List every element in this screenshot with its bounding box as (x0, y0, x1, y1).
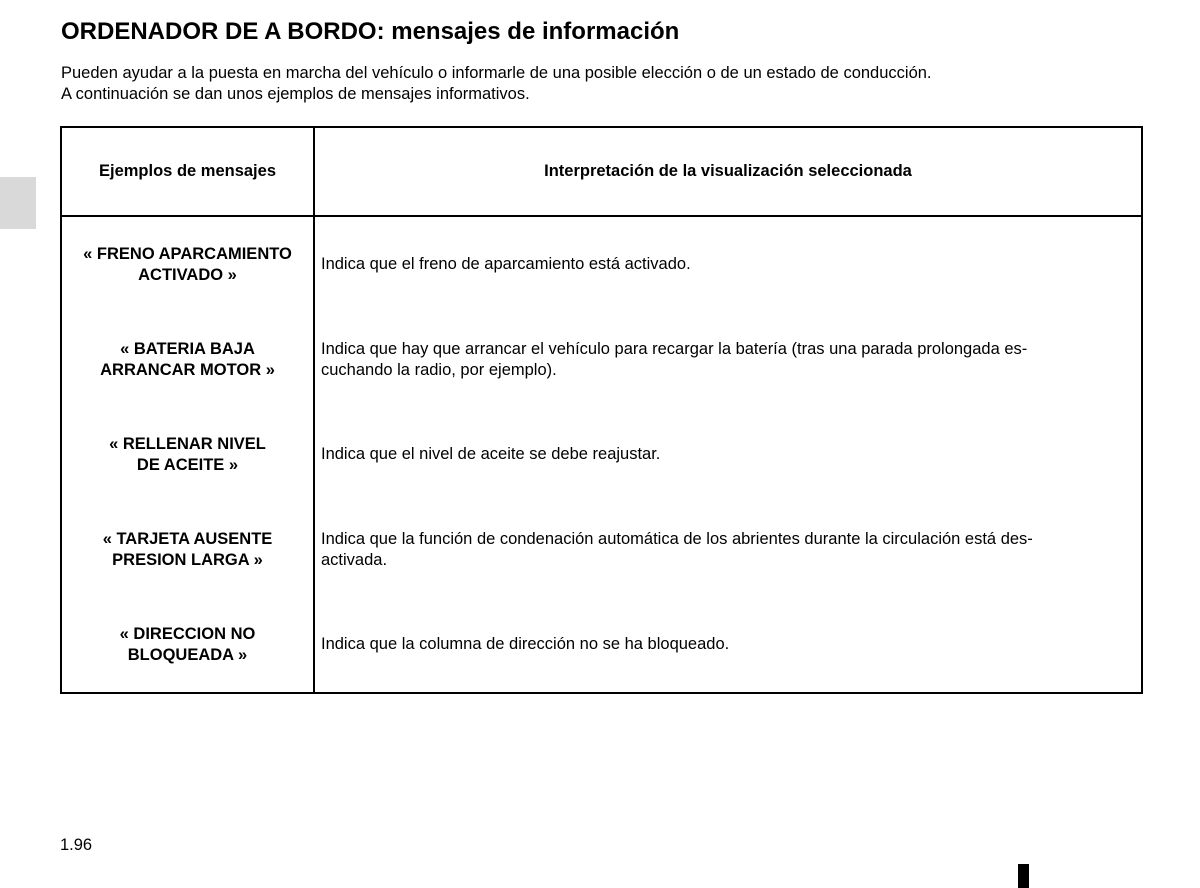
message-line: « RELLENAR NIVEL (109, 434, 266, 453)
table-row (61, 216, 1142, 312)
section-thumb-tab (0, 177, 36, 229)
page-title: ORDENADOR DE A BORDO: mensajes de información (61, 18, 680, 45)
message-cell (61, 216, 314, 312)
header-examples: Ejemplos de mensajes (61, 127, 314, 216)
message-line: PRESION LARGA » (112, 550, 263, 569)
messages-table (60, 126, 1143, 694)
message-line: « FRENO APARCAMIENTO (83, 244, 292, 263)
table-row (61, 597, 1142, 693)
interpretation-cell (314, 502, 1142, 597)
interpretation-cell (314, 216, 1142, 312)
table-row (61, 502, 1142, 597)
interpretation-cell (314, 597, 1142, 693)
interpretation-cell (314, 407, 1142, 502)
page-edge-marker (1018, 864, 1029, 888)
interpretation-line: Indica que la función de condenación automática de los abrientes durante la circulación está des- (321, 529, 1033, 548)
intro-line-1: Pueden ayudar a la puesta en marcha del vehículo o informarle de una posible elección o de un estado de conducción. (61, 64, 932, 82)
header-interpretation: Interpretación de la visualización seleccionada (314, 127, 1142, 216)
interpretation-cell (314, 312, 1142, 407)
intro-paragraph (61, 63, 932, 105)
interpretation-line: Indica que hay que arrancar el vehículo para recargar la batería (tras una parada prolongada es- (321, 339, 1028, 358)
message-line: ARRANCAR MOTOR » (100, 360, 275, 379)
interpretation-line: Indica que la columna de dirección no se ha bloqueado. (321, 635, 730, 653)
message-line: DE ACEITE » (136, 455, 239, 474)
interpretation-line: cuchando la radio, por ejemplo). (321, 360, 557, 379)
message-line: « TARJETA AUSENTE (102, 529, 273, 548)
message-cell (61, 502, 314, 597)
table-row (61, 407, 1142, 502)
message-line: ACTIVADO » (138, 265, 237, 284)
message-cell (61, 312, 314, 407)
message-line: « DIRECCION NO (119, 624, 256, 643)
interpretation-line: Indica que el freno de aparcamiento está activado. (321, 255, 691, 273)
table-row (61, 312, 1142, 407)
message-line: BLOQUEADA » (127, 645, 248, 664)
intro-line-2: A continuación se dan unos ejemplos de mensajes informativos. (61, 85, 530, 103)
interpretation-line: Indica que el nivel de aceite se debe reajustar. (321, 445, 661, 463)
interpretation-line: activada. (321, 550, 388, 569)
message-cell (61, 407, 314, 502)
message-line: « BATERIA BAJA (120, 339, 255, 358)
table-header-row (61, 127, 1142, 216)
message-cell (61, 597, 314, 693)
page-number: 1.96 (60, 836, 93, 854)
